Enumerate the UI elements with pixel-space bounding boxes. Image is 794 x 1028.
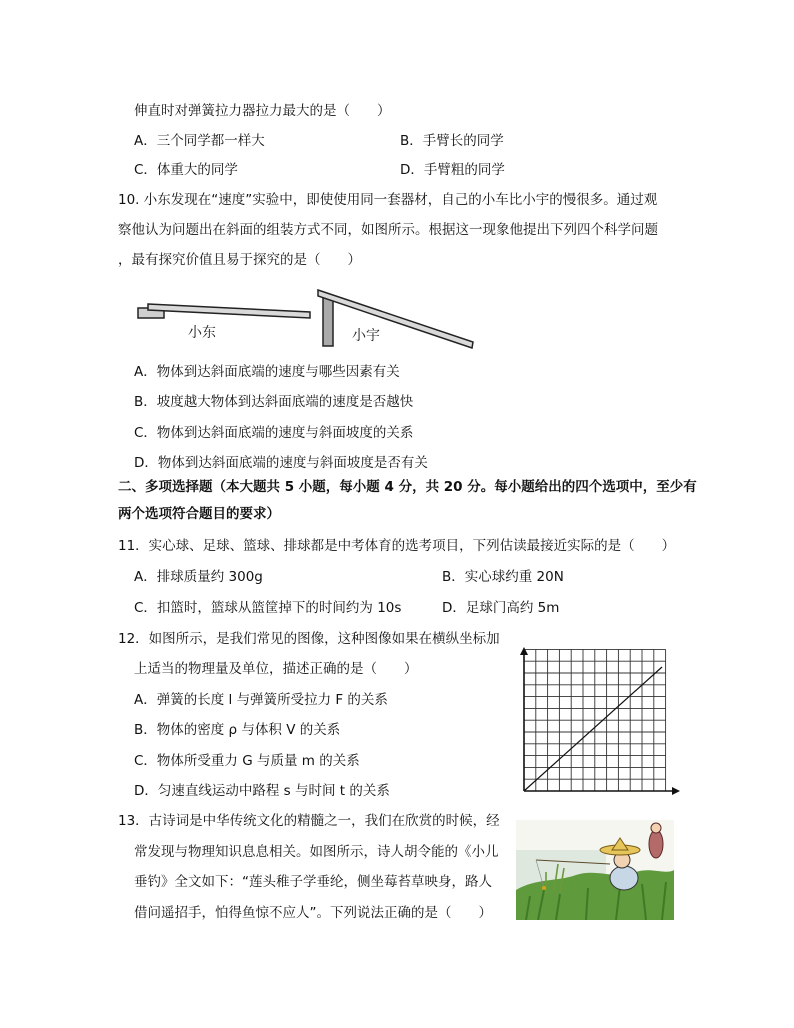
q11-option-b: B．实心球约重 20N [442, 569, 564, 585]
xiaoyu-post [323, 296, 333, 346]
graph-grid [524, 649, 666, 791]
q11-option-c: C．扣篮时，篮球从篮筐掉下的时间约为 10s [134, 600, 402, 616]
q13-stem-line2: 常发现与物理知识息息相关。如图所示，诗人胡令能的《小儿 [134, 844, 499, 860]
q12-stem-line2: 上适当的物理量及单位，描述正确的是（ ） [134, 661, 418, 677]
q10-stem-line1: 10. 小东发现在“速度”实验中，即使使用同一套器材，自己的小车比小宇的慢很多。通过观 [118, 192, 658, 208]
q9-option-c: C．体重大的同学 [134, 162, 238, 178]
q10-option-d: D．物体到达斜面底端的速度与斜面坡度是否有关 [134, 455, 428, 471]
q12-option-c: C．物体所受重力 G 与质量 m 的关系 [134, 753, 360, 769]
q12-stem-line1: 12．如图所示，是我们常见的图像，这种图像如果在横纵坐标加 [118, 631, 500, 647]
q9-option-b: B．手臂长的同学 [400, 133, 504, 149]
float-icon [542, 886, 546, 890]
q9-option-d: D．手臂粗的同学 [400, 162, 505, 178]
child-body [610, 866, 638, 890]
q11-option-d: D．足球门高约 5m [442, 600, 560, 616]
label-xiaoyu: 小宇 [352, 328, 380, 344]
q10-stem-line2: 察他认为问题出在斜面的组装方式不同，如图所示。根据这一现象他提出下列四个科学问题 [118, 222, 658, 238]
q11-option-a: A．排球质量约 300g [134, 569, 263, 585]
passerby-figure [649, 830, 663, 858]
q13-stem-line3: 垂钓》全文如下：“莲头稚子学垂纶，侧坐莓苔草映身，路人 [134, 874, 492, 890]
q12-option-b: B．物体的密度 ρ 与体积 V 的关系 [134, 722, 341, 738]
q12-option-a: A．弹簧的长度 l 与弹簧所受拉力 F 的关系 [134, 692, 388, 708]
q13-stem-line1: 13．古诗词是中华传统文化的精髓之一，我们在欣赏的时候，经 [118, 813, 500, 829]
q10-option-c: C．物体到达斜面底端的速度与斜面坡度的关系 [134, 425, 414, 441]
q11-stem: 11．实心球、足球、篮球、排球都是中考体育的选考项目，下列估读最接近实际的是（ ） [118, 538, 676, 554]
y-axis-arrow-icon [520, 647, 528, 655]
section2-header [118, 478, 697, 496]
section2-desc-line1: （本大题共 5 小题，每小题 4 分，共 20 分。每小题给出的四个选项中，至少有 [212, 479, 697, 495]
xiaodong-ramp [148, 304, 310, 318]
child-fishing-illustration [516, 820, 674, 920]
q10-stem-line3: ，最有探究价值且易于探究的是（ ） [118, 252, 361, 268]
section2-title: 二、多项选择题 [118, 479, 213, 495]
label-xiaodong: 小东 [188, 325, 216, 341]
q13-stem-line4: 借问遥招手，怕得鱼惊不应人”。下列说法正确的是（ ） [134, 905, 492, 921]
q12-option-d: D．匀速直线运动中路程 s 与时间 t 的关系 [134, 783, 390, 799]
section2-desc-line2: 两个选项符合题目的要求） [118, 506, 280, 522]
q10-option-b: B．坡度越大物体到达斜面底端的速度是否越快 [134, 394, 414, 410]
q12-linear-graph [512, 645, 684, 805]
q9-stem-tail: 伸直时对弹簧拉力器拉力最大的是（ ） [134, 103, 391, 119]
proportional-line [524, 667, 662, 791]
xiaoyu-ramp [318, 290, 473, 348]
x-axis-arrow-icon [672, 787, 680, 795]
q10-option-a: A．物体到达斜面底端的速度与哪些因素有关 [134, 364, 400, 380]
incline-figure [130, 282, 480, 352]
q9-option-a: A．三个同学都一样大 [134, 133, 265, 149]
